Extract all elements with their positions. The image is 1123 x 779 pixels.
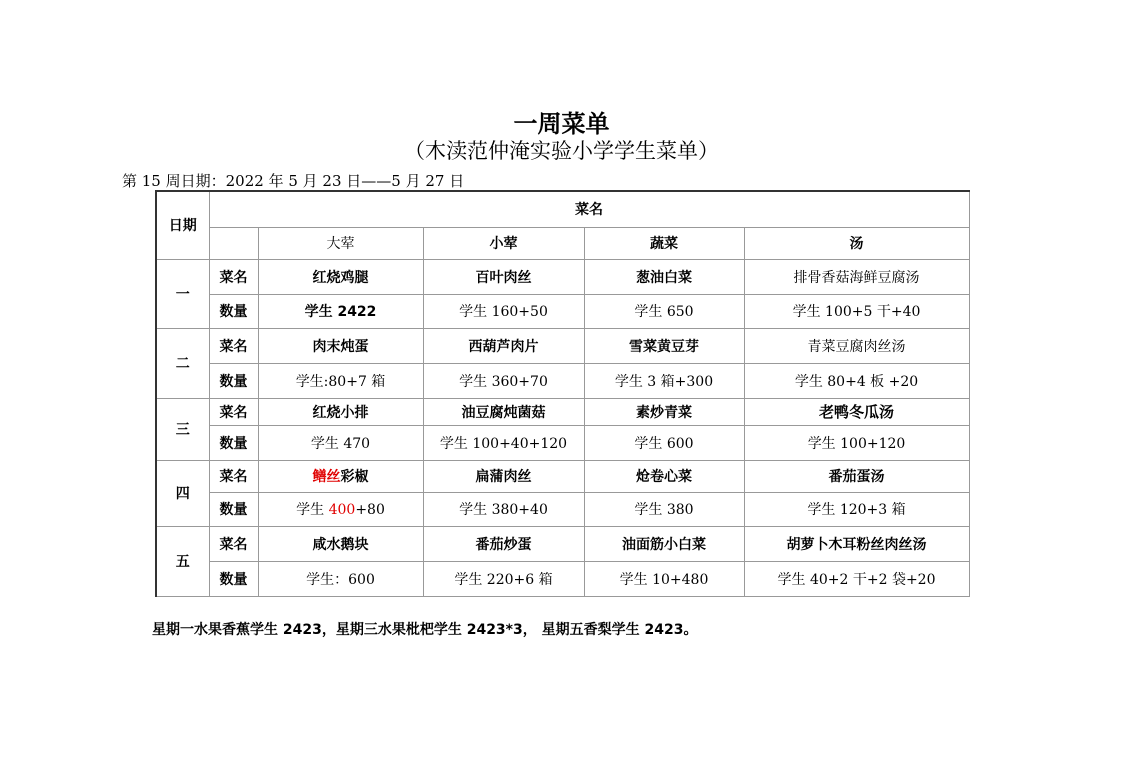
qty-cell bbox=[258, 492, 423, 526]
qty-cell: 学生 470 bbox=[258, 425, 423, 460]
header-row-columns bbox=[156, 227, 969, 259]
qty-cell: 学生 380 bbox=[584, 492, 744, 526]
dish-cell: 胡萝卜木耳粉丝肉丝汤 bbox=[744, 526, 969, 561]
dish-cell bbox=[258, 460, 423, 492]
menu-table bbox=[155, 190, 970, 597]
qty-cell: 学生 650 bbox=[584, 294, 744, 328]
dish-cell: 排骨香菇海鲜豆腐汤 bbox=[744, 259, 969, 294]
row-label-qty: 数量 bbox=[209, 561, 258, 596]
dish-cell: 素炒青菜 bbox=[584, 398, 744, 425]
page-subtitle: （木渎范仲淹实验小学学生菜单） bbox=[404, 139, 719, 163]
qty-cell: 学生 2422 bbox=[258, 294, 423, 328]
qty-prefix: 学生 bbox=[296, 502, 329, 518]
week-date-line: 第 15 周日期：2022 年 5 月 23 日——5 月 27 日 bbox=[122, 172, 465, 190]
dish-cell: 油面筋小白菜 bbox=[584, 526, 744, 561]
row-label-qty: 数量 bbox=[209, 492, 258, 526]
qty-rest: +80 bbox=[355, 502, 385, 518]
qty-cell: 学生 600 bbox=[584, 425, 744, 460]
dish-cell: 红烧鸡腿 bbox=[258, 259, 423, 294]
day-label: 一 bbox=[156, 259, 209, 328]
qty-cell: 学生 120+3 箱 bbox=[744, 492, 969, 526]
dish-rest: 彩椒 bbox=[340, 469, 369, 485]
day-row-dish bbox=[156, 328, 969, 363]
header-row-top bbox=[156, 191, 969, 227]
dish-highlight: 鳝丝 bbox=[312, 469, 341, 485]
dish-cell: 红烧小排 bbox=[258, 398, 423, 425]
header-col-side-meat: 小荤 bbox=[423, 227, 584, 259]
day-label: 二 bbox=[156, 328, 209, 398]
dish-cell: 扁蒲肉丝 bbox=[423, 460, 584, 492]
dish-cell: 肉末炖蛋 bbox=[258, 328, 423, 363]
dish-cell: 番茄蛋汤 bbox=[744, 460, 969, 492]
qty-cell: 学生 40+2 干+2 袋+20 bbox=[744, 561, 969, 596]
dish-cell: 西葫芦肉片 bbox=[423, 328, 584, 363]
dish-cell: 青菜豆腐肉丝汤 bbox=[744, 328, 969, 363]
day-row-qty bbox=[156, 561, 969, 596]
day-row-qty bbox=[156, 425, 969, 460]
qty-cell: 学生 3 箱+300 bbox=[584, 363, 744, 398]
row-label-dish: 菜名 bbox=[209, 259, 258, 294]
header-dish: 菜名 bbox=[209, 191, 969, 227]
qty-highlight: 400 bbox=[328, 502, 356, 518]
row-label-dish: 菜名 bbox=[209, 460, 258, 492]
header-col-main-meat: 大荤 bbox=[258, 227, 423, 259]
dish-cell: 番茄炒蛋 bbox=[423, 526, 584, 561]
qty-cell: 学生:80+7 箱 bbox=[258, 363, 423, 398]
day-row-dish bbox=[156, 259, 969, 294]
row-label-qty: 数量 bbox=[209, 425, 258, 460]
day-row-dish bbox=[156, 460, 969, 492]
row-label-qty: 数量 bbox=[209, 363, 258, 398]
row-label-dish: 菜名 bbox=[209, 398, 258, 425]
header-blank bbox=[209, 227, 258, 259]
day-row-dish bbox=[156, 398, 969, 425]
page-title: 一周菜单 bbox=[513, 110, 610, 138]
day-row-qty bbox=[156, 492, 969, 526]
dish-cell: 老鸭冬瓜汤 bbox=[744, 398, 969, 425]
dish-cell: 雪菜黄豆芽 bbox=[584, 328, 744, 363]
header-col-vegetable: 蔬菜 bbox=[584, 227, 744, 259]
day-label: 五 bbox=[156, 526, 209, 596]
fruit-note: 星期一水果香蕉学生 2423，星期三水果枇杷学生 2423*3， 星期五香梨学生 2423。 bbox=[152, 622, 698, 638]
qty-cell: 学生 220+6 箱 bbox=[423, 561, 584, 596]
qty-cell: 学生：600 bbox=[258, 561, 423, 596]
day-label: 四 bbox=[156, 460, 209, 526]
day-label: 三 bbox=[156, 398, 209, 460]
row-label-dish: 菜名 bbox=[209, 328, 258, 363]
day-row-qty bbox=[156, 363, 969, 398]
qty-cell: 学生 80+4 板 +20 bbox=[744, 363, 969, 398]
qty-cell: 学生 10+480 bbox=[584, 561, 744, 596]
qty-cell: 学生 380+40 bbox=[423, 492, 584, 526]
header-col-soup: 汤 bbox=[744, 227, 969, 259]
dish-cell: 咸水鹅块 bbox=[258, 526, 423, 561]
header-date: 日期 bbox=[156, 191, 209, 259]
day-row-qty bbox=[156, 294, 969, 328]
qty-cell: 学生 100+5 干+40 bbox=[744, 294, 969, 328]
dish-cell: 油豆腐炖菌菇 bbox=[423, 398, 584, 425]
dish-cell: 百叶肉丝 bbox=[423, 259, 584, 294]
row-label-dish: 菜名 bbox=[209, 526, 258, 561]
qty-cell: 学生 360+70 bbox=[423, 363, 584, 398]
day-row-dish bbox=[156, 526, 969, 561]
row-label-qty: 数量 bbox=[209, 294, 258, 328]
qty-cell: 学生 100+120 bbox=[744, 425, 969, 460]
qty-cell: 学生 100+40+120 bbox=[423, 425, 584, 460]
dish-cell: 葱油白菜 bbox=[584, 259, 744, 294]
qty-cell: 学生 160+50 bbox=[423, 294, 584, 328]
dish-cell: 炝卷心菜 bbox=[584, 460, 744, 492]
